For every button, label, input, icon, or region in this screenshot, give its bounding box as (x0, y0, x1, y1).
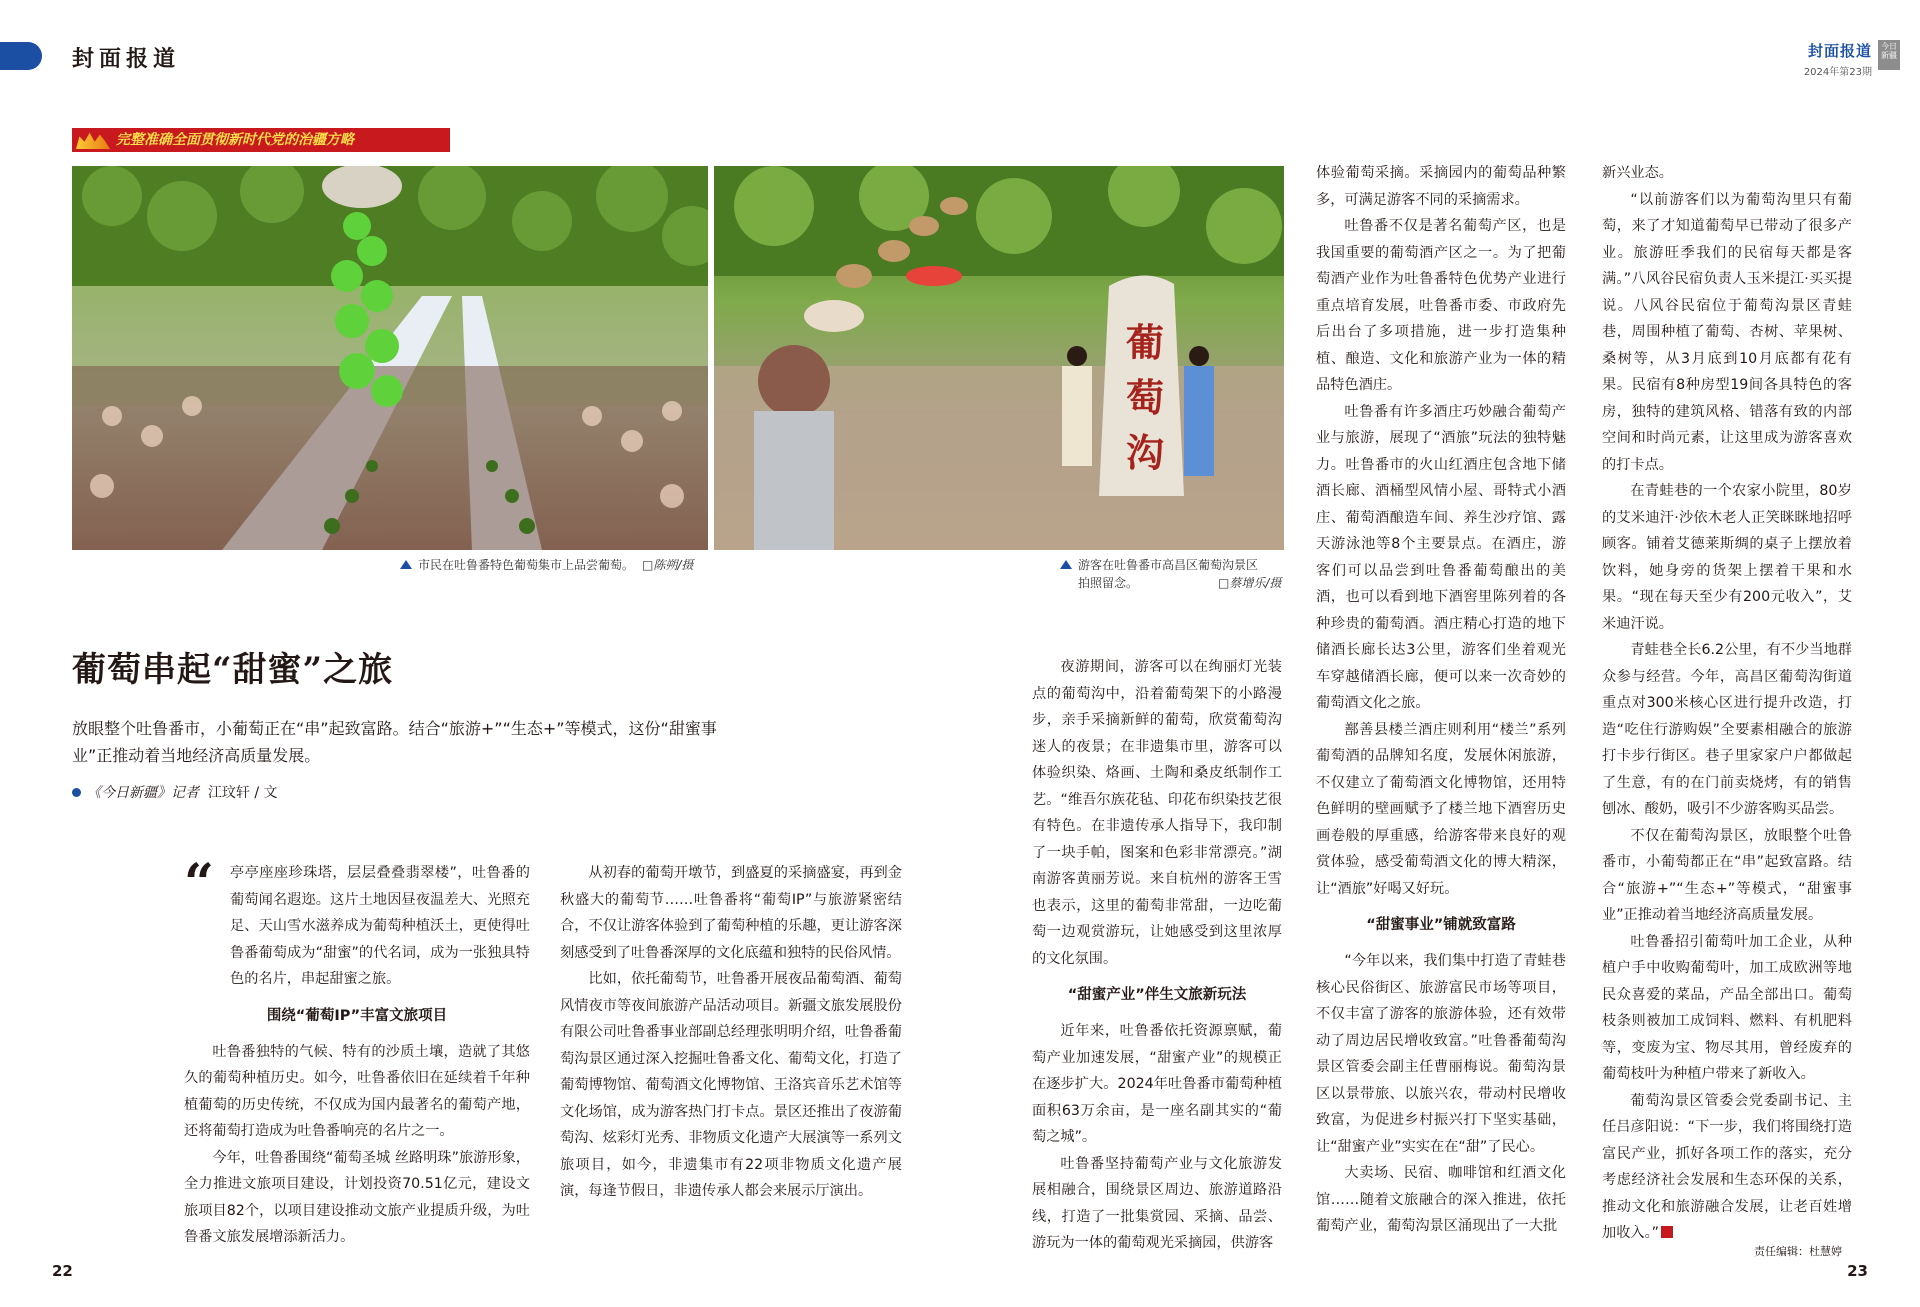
photo1-credit: □陈朔/摄 (642, 558, 694, 572)
theme-banner (72, 128, 450, 152)
photo2-caption-line1: 游客在吐鲁番市高昌区葡萄沟景区 (1078, 558, 1259, 572)
magazine-logo: 今日新疆 (1878, 40, 1900, 70)
article-column-5 (1602, 160, 1852, 1247)
section-title: 封面报道 (72, 46, 181, 72)
opening-quote-icon: “ (184, 853, 214, 914)
paragraph: 吐鲁番不仅是著名葡萄产区，也是我国重要的葡萄酒产区之一。为了把葡萄酒产业作为吐鲁番特色优势产业进行重点培育发展，吐鲁番市委、市政府先后出台了多项措施，进一步打造集种植、酿造、文化和旅游产业为一体的精品特色酒庄。 (1316, 218, 1566, 393)
paragraph: “今年以来，我们集中打造了青蛙巷核心民俗街区、旅游富民市场等项目，不仅丰富了游客的旅游体验，还有效带动了周边居民增收致富。”吐鲁番葡萄沟景区管委会副主任曹丽梅说。葡萄沟景区以景带旅、以旅兴农，带动村民增收致富，为促进乡村振兴打下坚实基础，让“甜蜜产业”实实在在“甜”了民心。 (1316, 953, 1566, 1155)
page-number-left: 22 (52, 1262, 73, 1280)
photo2-caption-line2: 拍照留念。 (1078, 576, 1139, 590)
page-number-right: 23 (1847, 1262, 1868, 1280)
great-wall-icon (76, 131, 110, 149)
paragraph: 今年，吐鲁番围绕“葡萄圣城 丝路明珠”旅游形象，全力推进文旅项目建设，计划投资70.51亿元，建设文旅项目82个，以项目建设推动文旅产业提质升级，为吐鲁番文旅发展增添新活力。 (184, 1149, 530, 1245)
issue-label: 2024年第23期 (1803, 67, 1872, 78)
paragraph: 新兴业态。 (1602, 165, 1673, 181)
svg-text:沟: 沟 (1126, 430, 1165, 475)
article-column-2 (560, 860, 902, 1205)
photo-grape-valley-illustration (714, 166, 1284, 550)
paragraph: 吐鲁番招引葡萄叶加工企业，从种植户手中收购葡萄叶，加工成欧洲等地民众喜爱的菜品，产品全部出口。葡萄枝条则被加工成饲料、燃料、有机肥料等，变废为宝、物尽其用，曾经废弃的葡萄枝叶为种植户带来了新收入。 (1602, 933, 1852, 1082)
end-mark-icon (1661, 1226, 1673, 1238)
paragraph: 吐鲁番有许多酒庄巧妙融合葡萄产业与旅游，展现了“酒旅”玩法的独特魅力。吐鲁番市的火山红酒庄包含地下储酒长廊、酒桶型风情小屋、哥特式小酒庄、葡萄酒酿造车间、养生沙疗馆、露天游泳池等8个主要景点。在酒庄，游客们可以品尝到吐鲁番葡萄酿出的美酒，也可以看到地下酒窖里陈列着的各种珍贵的葡萄酒。酒庄精心打造的地下储酒长廊长达3公里，游客们坐着观光车穿越储酒长廊，便可以来一次奇妙的葡萄酒文化之旅。 (1316, 403, 1566, 711)
article-column-1 (184, 853, 530, 1251)
banner-text: 完整准确全面贯彻新时代党的治疆方略 (116, 132, 354, 148)
subheading: 围绕“葡萄IP”丰富文旅项目 (266, 1007, 448, 1024)
subheading: “甜蜜事业”铺就致富路 (1366, 917, 1516, 933)
article-title: 葡萄串起“甜蜜”之旅 (72, 650, 394, 690)
paragraph: 青蛙巷全长6.2公里，有不少当地群众参与经营。今年，高昌区葡萄沟街道重点对300米核心区进行提升改造，打造“吃住行游购娱”全要素相融合的旅游打卡步行街区。巷子里家家户户都做起了生意，有的在门前卖烧烤，有的销售刨冰、酸奶，吸引不少游客购买品尝。 (1602, 642, 1852, 817)
byline-outlet: 《今日新疆》记者 (87, 785, 199, 801)
subheading: “甜蜜产业”伴生文旅新玩法 (1067, 987, 1247, 1003)
paragraph: 亭亭座座珍珠塔，层层叠叠翡翠楼”，吐鲁番的葡萄闻名遐迩。这片土地因昼夜温差大、光照充足、天山雪水滋养成为葡萄种植沃土，更使得吐鲁番葡萄成为“甜蜜”的代名词，成为一张独具特色的名片，串起甜蜜之旅。 (230, 865, 530, 987)
byline (72, 782, 278, 802)
magazine-header (1804, 40, 1900, 78)
paragraph: 鄯善县楼兰酒庄则利用“楼兰”系列葡萄酒的品牌知名度，发展休闲旅游，不仅建立了葡萄酒文化博物馆，还用特色鲜明的壁画赋予了楼兰地下酒窖历史画卷般的厚重感，给游客带来良好的观赏体验，感受葡萄酒文化的博大精深，让“酒旅”好喝又好玩。 (1316, 721, 1566, 897)
responsible-editor: 责任编辑：杜慧婷 (1754, 1245, 1842, 1258)
photo-grape-market-illustration (72, 166, 708, 550)
paragraph: 夜游期间，游客可以在绚丽灯光装点的葡萄沟中，沿着葡萄架下的小路漫步，亲手采摘新鲜的葡萄，欣赏葡萄沟迷人的夜景；在非遗集市里，游客可以体验织染、烙画、土陶和桑皮纸制作工艺。“维吾尔族花毡、印花布织染技艺很有特色。在非遗传承人指导下，我印制了一块手帕，图案和色彩非常漂亮。”湖南游客黄丽芳说。来自杭州的游客王雪也表示，这里的葡萄非常甜，一边吃葡萄一边观赏游玩，让她感受到这里浓厚的文化氛围。 (1032, 659, 1282, 967)
final-paragraph-text: 葡萄沟景区管委会党委副书记、主任吕彦阳说：“下一步，我们将围绕打造富民产业，抓好各项工作的落实，充分考虑经济社会发展和生态环保的关系，推动文化和旅游融合发展，让老百姓增加收入。” (1602, 1092, 1852, 1241)
article-column-4 (1316, 160, 1566, 1240)
magazine-section-label: 封面报道 (1807, 42, 1872, 60)
byline-author: 江玟轩 / 文 (207, 785, 278, 801)
photo1-caption (400, 556, 693, 574)
article-lede: 放眼整个吐鲁番市，小葡萄正在“串”起致富路。结合“旅游+”“生态+”等模式，这份“甜蜜事业”正推动着当地经济高质量发展。 (72, 719, 717, 765)
photo1-caption-text: 市民在吐鲁番特色葡萄集市上品尝葡萄。 (418, 558, 635, 572)
caption-triangle-icon (1060, 560, 1072, 569)
paragraph: 从初春的葡萄开墩节，到盛夏的采摘盛宴，再到金秋盛大的葡萄节……吐鲁番将“葡萄IP”与旅游紧密结合，不仅让游客体验到了葡萄种植的乐趣，更让游客深刻感受到了吐鲁番深厚的文化底蕴和独特的民俗风情。 (560, 865, 902, 961)
article-column-3 (1032, 654, 1282, 1257)
svg-text:萄: 萄 (1126, 375, 1165, 420)
header-accent-bar (0, 42, 42, 70)
photo2-credit: □蔡增乐/摄 (1218, 576, 1282, 590)
paragraph: “以前游客们以为葡萄沟里只有葡萄，来了才知道葡萄早已带动了很多产业。旅游旺季我们的民宿每天都是客满。”八风谷民宿负责人玉米提江·买买提说。八风谷民宿位于葡萄沟景区青蛙巷，周围种植了葡萄、杏树、苹果树、桑树等，从3月底到10月底都有花有果。民宿有8种房型19间各具特色的客房，独特的建筑风格、错落有致的内部空间和时尚元素，让这里成为游客喜欢的打卡点。 (1602, 191, 1852, 473)
photo-grape-valley (714, 166, 1284, 550)
paragraph: 吐鲁番独特的气候、特有的沙质土壤，造就了其悠久的葡萄种植历史。如今，吐鲁番依旧在延续着千年种植葡萄的历史传统，不仅成为国内最著名的葡萄产地，还将葡萄打造成为吐鲁番响亮的名片之一。 (184, 1043, 530, 1139)
photo-grape-market (72, 166, 708, 550)
caption-triangle-icon (400, 560, 412, 569)
paragraph: 体验葡萄采摘。采摘园内的葡萄品种繁多，可满足游客不同的采摘需求。 (1316, 165, 1566, 208)
paragraph: 在青蛙巷的一个农家小院里，80岁的艾米迪汗·沙依木老人正笑眯眯地招呼顾客。铺着艾德莱斯绸的桌子上摆放着饮料，她身旁的货架上摆着干果和水果。“现在每天至少有200元收入”，艾米迪汗说。 (1602, 483, 1852, 632)
paragraph: 近年来，吐鲁番依托资源禀赋，葡萄产业加速发展，“甜蜜产业”的规模正在逐步扩大。2024年吐鲁番市葡萄种植面积63万余亩，是一座名副其实的“葡萄之城”。 (1032, 1023, 1282, 1145)
byline-dot-icon (72, 788, 81, 797)
paragraph: 不仅在葡萄沟景区，放眼整个吐鲁番市，小葡萄都正在“串”起致富路。结合“旅游+”“生态+”等模式，“甜蜜事业”正推动着当地经济高质量发展。 (1602, 827, 1852, 923)
svg-text:葡: 葡 (1126, 320, 1165, 365)
paragraph: 比如，依托葡萄节，吐鲁番开展夜品葡萄酒、葡萄风情夜市等夜间旅游产品活动项目。新疆文旅发展股份有限公司吐鲁番事业部副总经理张明明介绍，吐鲁番葡萄沟景区通过深入挖掘吐鲁番文化、葡萄文化，打造了葡萄博物馆、葡萄酒文化博物馆、王洛宾音乐艺术馆等文化场馆，成为游客热门打卡点。景区还推出了夜游葡萄沟、炫彩灯光秀、非物质文化遗产大展演等一系列文旅项目，如今，非遗集市有22项非物质文化遗产展演，每逢节假日，非遗传承人都会来展示厅演出。 (560, 971, 902, 1199)
paragraph: 大卖场、民宿、咖啡馆和红酒文化馆……随着文旅融合的深入推进，依托葡萄产业，葡萄沟景区涌现出了一大批 (1316, 1165, 1566, 1234)
paragraph (1602, 1088, 1852, 1247)
paragraph: 吐鲁番坚持葡萄产业与文化旅游发展相融合，围绕景区周边、旅游道路沿线，打造了一批集赏园、采摘、品尝、游玩为一体的葡萄观光采摘园，供游客 (1032, 1155, 1282, 1251)
photo2-caption (1060, 556, 1281, 592)
